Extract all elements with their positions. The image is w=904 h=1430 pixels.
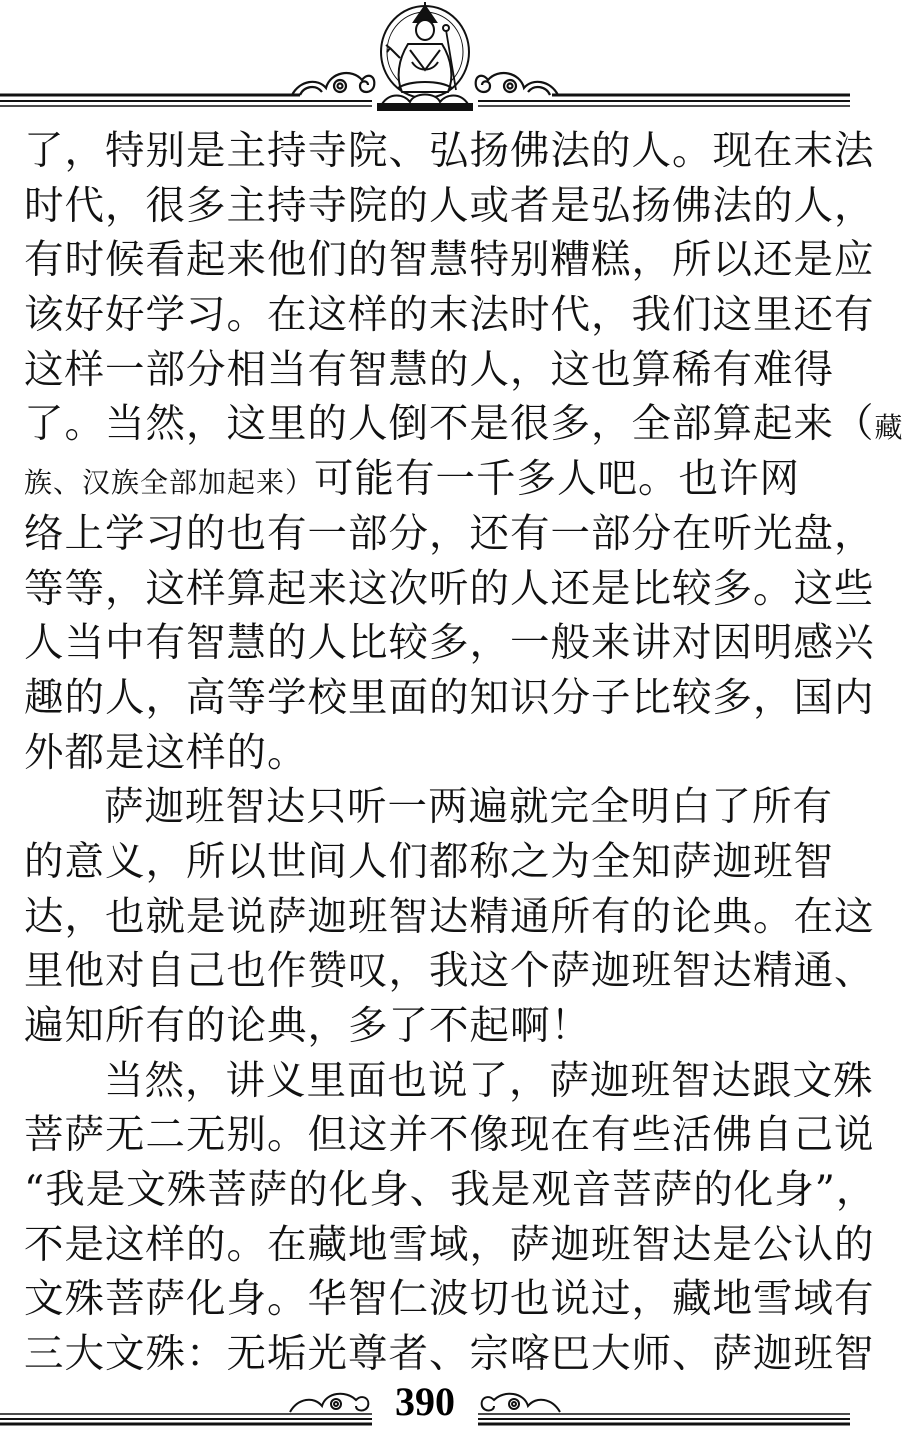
text-line: 遍知所有的论典，多了不起啊！ (24, 1003, 591, 1049)
cloud-scroll-icon (476, 73, 558, 95)
text-line: 文殊菩萨化身。华智仁波切也说过，藏地雪域有 (24, 1276, 875, 1323)
text-line: 的意义，所以世间人们都称之为全知萨迦班智 (24, 838, 834, 885)
body-text (24, 124, 904, 1382)
text-line-paragraph-start: 萨迦班智达只听一两遍就完全明白了所有 (104, 784, 833, 831)
text-line: “我是文殊菩萨的化身、我是观音菩萨的化身”， (24, 1167, 877, 1214)
text-line: 外都是这样的。 (24, 729, 308, 776)
text-line: 了，特别是主持寺院、弘扬佛法的人。现在末法 (24, 128, 875, 174)
text-line: 等等，这样算起来这次听的人还是比较多。这些 (24, 565, 875, 612)
page-header (0, 0, 850, 116)
text-line: 人当中有智慧的人比较多，一般来讲对因明感兴 (24, 620, 875, 667)
text-segment: 了。当然，这里的人倒不是很多，全部算起来（ (24, 401, 875, 448)
text-segment-small: 族、汉族全部加起来） (24, 466, 315, 500)
text-line: 不是这样的。在藏地雪域，萨迦班智达是公认的 (24, 1221, 875, 1268)
text-line (24, 397, 904, 452)
header-rule-right (478, 95, 850, 106)
text-line-paragraph-start: 当然，讲义里面也说了，萨迦班智达跟文殊 (104, 1057, 874, 1104)
text-line (24, 452, 824, 507)
text-line: 络上学习的也有一部分，还有一部分在听光盘， (24, 510, 875, 557)
text-line: 趣的人，高等学校里面的知识分子比较多，国内 (24, 674, 875, 721)
text-line: 里他对自己也作赞叹，我这个萨迦班智达精通、 (24, 948, 875, 995)
text-line: 有时候看起来他们的智慧特别糟糕，所以还是应 (24, 237, 875, 284)
padmasambhava-figure-icon (378, 2, 472, 110)
text-segment: 可能有一千多人吧。也许网 (314, 456, 801, 503)
text-line: 该好好学习。在这样的末法时代，我们这里还有 (24, 292, 875, 339)
text-line: 达，也就是说萨迦班智达精通所有的论典。在这 (24, 893, 875, 940)
cloud-scroll-icon (292, 73, 374, 95)
text-segment-small: 藏 (874, 411, 904, 445)
text-line: 三大文殊：无垢光尊者、宗喀巴大师、萨迦班智 (24, 1331, 875, 1378)
header-ornament (0, 0, 850, 116)
text-line: 这样一部分相当有智慧的人，这也算稀有难得 (24, 346, 834, 393)
text-line: 菩萨无二无别。但这并不像现在有些活佛自己说 (24, 1112, 875, 1159)
page-number: 390 (395, 1379, 455, 1424)
text-line: 时代，很多主持寺院的人或者是弘扬佛法的人， (24, 182, 875, 229)
header-rule-left (0, 95, 372, 106)
